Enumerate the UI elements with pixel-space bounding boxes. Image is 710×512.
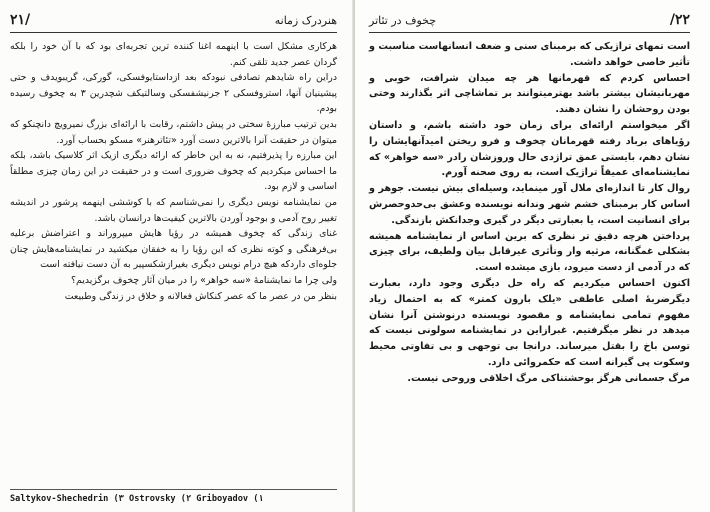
paragraph: پرداختن هرچه دقیق تر نظری که برین اساس از نمایشنامه همیشه بشکلی غمگنانه، مرثیه وار وتأثری غیرقابل بیان ولطیف، برای چیزی که در آدمی از دست میرود، بازی میشده است. (369, 230, 690, 274)
paragraph: اگر میخواستم ارائه‌ای برای زمان خود داشته باشم، و داستان رؤیاهای برباد رفته قهرمانان چخوف و فرو ریختن امیدآنهایشان را نشان دهم، بایستی عمق تراژدی حال وروزشان رادر «سه خواهر» که نمایشنامه‌ای عمیقاً تراژیک است، به روی صحنه آورم. (369, 119, 690, 179)
paragraph: دراین راه شایدهم تصادفی نبودکه بعد ازداستایوفسکی، گورکی، گریبویدف و حتی پیشینیان آنها، استروفسکی ۲ جرنیشفسکی وسالتیکف شچدرین ۳ به چخوف رسیده بودم. (10, 72, 338, 115)
left-page-header (10, 12, 337, 33)
paragraph: اکنون احساس میکردیم که راه حل دیگری وجود دارد، بعبارت دیگرضربهٔ اصلی عاطفی «یلک بارون کمتر» که به احتمال زیاد مفهوم تمامی نمایشنامه و مقصود نویسنده درنوشتن آنرا نشان میدهد در نظر میگرفتیم. غبرازاین در نمایشنامه سولونی نیست که توسن باخ را بقتل میرساند. درانجا بی توجهی و بی تفاوتی محیط وسکوت پی گیرانه است که حکمروائی دارد. (369, 277, 690, 368)
paragraph: احساس کردم که قهرمانها هر چه میدان شرافت، خوبی و مهربانیشان بیشتر باشد بهترمیتوانند بر تماشاچی اثر بگذارند وختی بودن روحشان را نشان دهند. (369, 72, 690, 116)
left-page-body (10, 39, 337, 304)
running-head: هنردرک زمانه (274, 14, 337, 27)
paragraph: مرگ جسمانی هرگز بوحشتناکی مرگ اخلاقی وروحی نیست. (407, 372, 690, 384)
page-number: ٢١/ (10, 12, 31, 28)
paragraph: بدین ترتیب مبارزهٔ سختی در پیش داشتم، رقابت با ارائه‌ای بزرگ نمیرویچ دانچنکو که میتوان در حقیقت آنرا بالاترین دست آورد «تئاترهنر» مسکو بحساب آورد. (10, 118, 337, 146)
paragraph: هرکاری مشکل است با اینهمه اغنا کننده ترین تجربه‌ای بود که با آن خود را بلکه گردان عصر جدید تلقی کنم. (10, 41, 337, 68)
right-page-header (369, 12, 690, 33)
paragraph: من نمایشنامه نویس دیگری را نمی‌شناسم که با کوششی اینهمه پرشور در اندیشه تغییر روح آدمی و بوجود آوردن بالاترین کیفیت‌ها درانسان باشد. (10, 196, 337, 224)
footnotes: Saltykov-Shechedrin (٣ Ostrovsky (٢ Griboyadov (١ (10, 489, 337, 504)
running-head: چخوف در تئاتر (369, 14, 437, 27)
paragraph: غنای زندگی که چخوف همیشه در رؤیا هایش میپروراند و اعتراضش برعلیه بی‌فرهنگی و کوته نظری که این رؤیا را به خفقان میکشید در نمایشنامه‌هایش چنان جلوه‌ای داردکه هیچ درام نویس دیگری بغیرازشکسپیر به آن دست نیافته است (10, 228, 337, 271)
right-page-body (369, 39, 690, 387)
page-number: /٢٢ (669, 12, 690, 28)
paragraph: بنظر من در عصر ما که عصر کنکاش فعالانه و خلاق در زندگی وطبیعت (64, 290, 337, 302)
paragraph: این مبارزه را پذیرفتیم، نه به این خاطر که ارائه دیگری ازیک اثر کلاسیک باشد، بلکه ما احساس میکردیم که چخوف ضروری است و در حقیقت در این زمان چیزی مطلقاً اساسی و لازم بود. (10, 150, 337, 193)
paragraph: روال کار تا اندازه‌ای ملال آور مینماید، وسیله‌ای بیش نیست. جوهر و اساس کار برمبنای خشم شهر وندانه نویسنده وعشق بی‌حدوحصرش برای انسانیت است، یا بعبارتی دیگر در گیری وجدانکش بازندگی. (369, 183, 690, 226)
paragraph: است تمهای تراژیکی که برمبنای سنی و ضعف انسانهاست مناسبت و تأثیر خاصی خواهد داشت. (369, 41, 690, 68)
right-page (355, 0, 710, 512)
paragraph: ولی چرا ما نمایشنامهٔ «سه خواهر» را در میان آثار چخوف برگزیدیم؟ (71, 274, 337, 286)
